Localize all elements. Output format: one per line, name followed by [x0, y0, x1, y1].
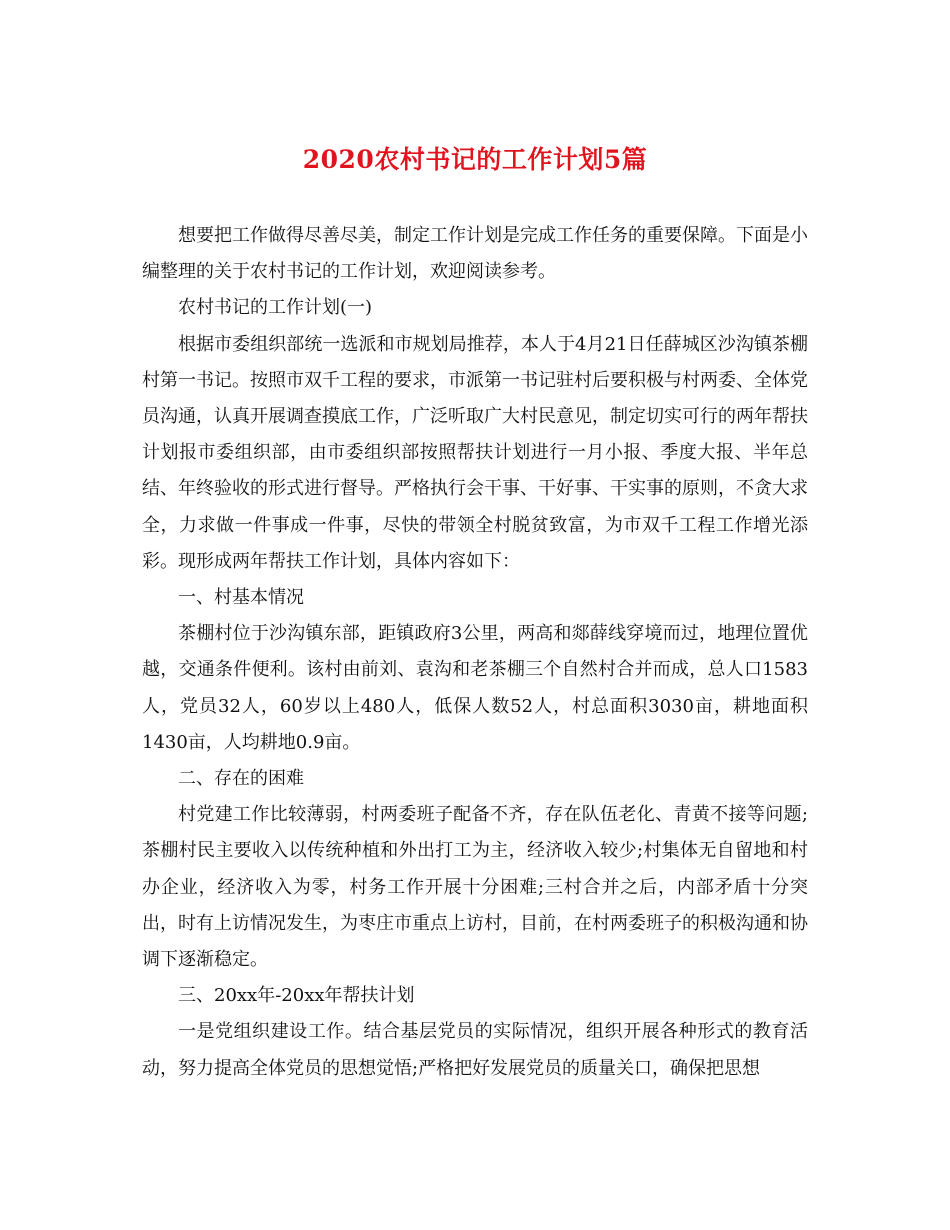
body-paragraph: 村党建工作比较薄弱，村两委班子配备不齐，存在队伍老化、青黄不接等问题;茶棚村民主要收入以传统种植和外出打工为主，经济收入较少;村集体无自留地和村办企业，经济收入为零，村务工作开展十分困难;三村合并之后，内部矛盾十分突出，时有上访情况发生，为枣庄市重点上访村，目前，在村两委班子的积极沟通和协调下逐渐稳定。 — [142, 804, 808, 971]
body-paragraph: 根据市委组织部统一选派和市规划局推荐，本人于4月21日任薛城区沙沟镇茶棚村第一书记。按照市双千工程的要求，市派第一书记驻村后要积极与村两委、全体党员沟通，认真开展调查摸底工作，广泛听取广大村民意见，制定切实可行的两年帮扶计划报市委组织部，由市委组织部按照帮扶计划进行一月小报、季度大报、半年总结、年终验收的形式进行督导。严格执行会干事、干好事、干实事的原则，不贪大求全，力求做一件事成一件事，尽快的带领全村脱贫致富，为市双千工程工作增光添彩。现形成两年帮扶工作计划，具体内容如下： — [142, 333, 808, 572]
section-heading-difficulties: 二、存在的困难 — [178, 768, 304, 790]
body-paragraph: 茶棚村位于沙沟镇东部，距镇政府3公里，两高和郯薛线穿境而过，地理位置优越，交通条件便利。该村由前刘、袁沟和老茶棚三个自然村合并而成，总人口1583人，党员32人，60岁以上480人，低保人数52人，村总面积3030亩，耕地面积1430亩，人均耕地0.9亩。 — [142, 623, 808, 753]
document-body — [142, 218, 808, 1087]
intro-paragraph: 想要把工作做得尽善尽美，制定工作计划是完成工作任务的重要保障。下面是小编整理的关于农村书记的工作计划，欢迎阅读参考。 — [142, 225, 808, 283]
section-heading-assistance-plan: 三、20xx年-20xx年帮扶计划 — [178, 985, 415, 1007]
section-heading-basic-situation: 一、村基本情况 — [178, 587, 304, 609]
body-paragraph: 一是党组织建设工作。结合基层党员的实际情况，组织开展各种形式的教育活动，努力提高全体党员的思想觉悟;严格把好发展党员的质量关口，确保把思想 — [142, 1021, 808, 1079]
section-heading-plan-one: 农村书记的工作计划(一) — [178, 297, 373, 319]
document-title: 2020农村书记的工作计划5篇 — [302, 145, 648, 174]
